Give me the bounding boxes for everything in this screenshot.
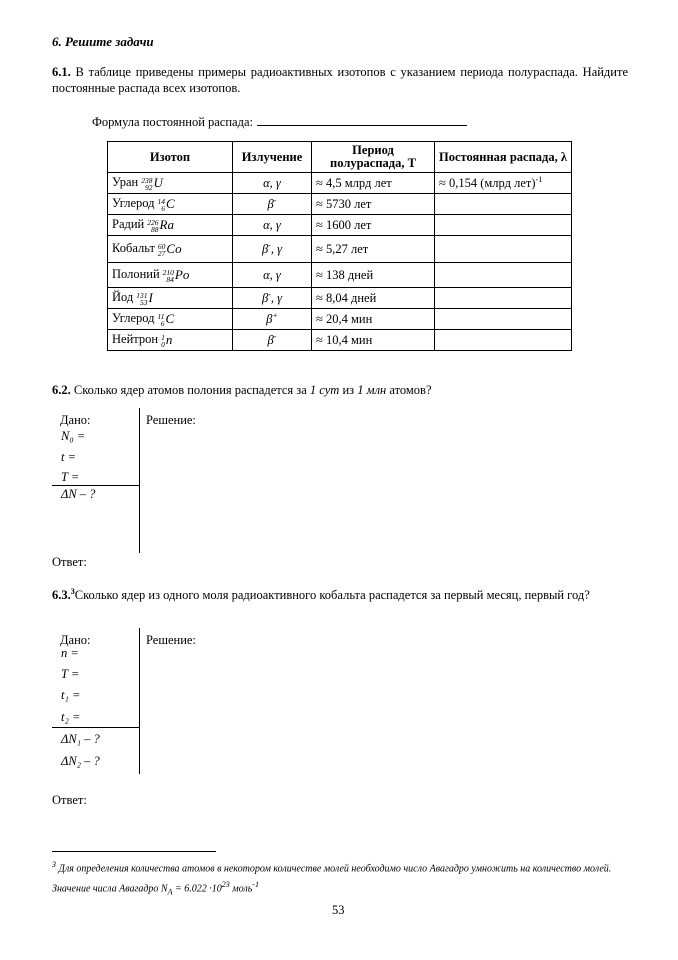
cell-radiation <box>233 309 312 330</box>
footnote-exp: -1 <box>252 880 259 890</box>
task-6-3-text <box>52 584 628 603</box>
given-T[interactable]: T = <box>61 667 80 681</box>
cell-isotope <box>108 288 233 309</box>
footnote <box>52 857 622 901</box>
radiation-text: β <box>261 242 269 257</box>
radiation-sign: - <box>268 240 271 250</box>
footnote-number: 3 <box>52 860 56 869</box>
cell-lambda[interactable] <box>435 173 572 194</box>
nuclide-symbol <box>155 196 175 212</box>
footnote-sub: A <box>167 887 173 897</box>
task-text: из <box>339 383 358 397</box>
cell-period: ≈ 20,4 мин <box>312 309 435 330</box>
cell-lambda[interactable] <box>435 288 572 309</box>
element-symbol: Co <box>166 240 182 256</box>
section-title: 6. Решите задачи <box>52 34 154 49</box>
radiation-text: α, γ <box>263 175 281 190</box>
atomic-number: 6 <box>161 204 166 214</box>
cell-radiation <box>233 194 312 215</box>
cell-period: ≈ 5730 лет <box>312 194 435 215</box>
element-symbol: C <box>166 195 175 211</box>
radiation-sign: - <box>268 289 271 299</box>
footnote-exp: 23 <box>221 880 230 890</box>
footnote-rule <box>52 851 216 852</box>
cell-lambda[interactable] <box>435 330 572 351</box>
given-divider <box>52 727 139 728</box>
radiation-tail: , γ <box>270 242 283 257</box>
table-row <box>108 309 572 330</box>
header-isotope: Изотоп <box>108 142 233 173</box>
given-solution-divider <box>139 408 140 553</box>
nuclide-symbol <box>158 332 172 348</box>
mass-number: 60 <box>157 242 166 252</box>
given-divider <box>52 485 139 486</box>
footnote-text: = 6.022 ·10 <box>172 883 222 895</box>
page-number: 53 <box>332 903 345 917</box>
table-row <box>108 194 572 215</box>
isotope-name: Йод <box>112 289 134 304</box>
cell-isotope <box>108 215 233 236</box>
radiation-text: α, γ <box>263 217 281 232</box>
isotope-name: Нейтрон <box>112 331 159 346</box>
task-text-italic: 1 млн <box>357 383 387 397</box>
atomic-number: 0 <box>161 340 165 350</box>
formula-blank[interactable] <box>257 113 467 126</box>
cell-isotope <box>108 194 233 215</box>
mass-number: 238 <box>141 176 153 186</box>
atomic-number: 84 <box>166 275 174 285</box>
cell-isotope <box>108 236 233 263</box>
solution-label: Решение: <box>146 633 196 647</box>
radiation-sign: - <box>273 195 277 205</box>
mass-number: 11 <box>157 312 165 322</box>
isotope-name: Углерод <box>112 310 155 325</box>
footnote-text: Для определения количества атомов в некотором количестве молей необходимо число Авагадро умножить на количество молей. Значение числа Авагадро N <box>52 863 612 895</box>
cell-isotope <box>108 263 233 288</box>
isotope-name: Полоний <box>112 266 160 281</box>
table-row <box>108 263 572 288</box>
task-number: 6.1. <box>52 65 71 79</box>
isotope-name: Уран <box>112 174 139 189</box>
find-deltaN1: ΔN₁ – ? <box>61 732 100 746</box>
cell-lambda[interactable] <box>435 194 572 215</box>
cell-radiation <box>233 263 312 288</box>
element-symbol: Ra <box>159 216 174 232</box>
nuclide-symbol <box>133 290 153 306</box>
solution-label: Решение: <box>146 413 196 427</box>
cell-period: ≈ 1600 лет <box>312 215 435 236</box>
table-header-row <box>108 142 572 173</box>
cell-radiation <box>233 330 312 351</box>
cell-radiation <box>233 236 312 263</box>
answer-label[interactable]: Ответ: <box>52 555 87 569</box>
cell-period: ≈ 8,04 дней <box>312 288 435 309</box>
element-symbol: I <box>148 289 153 305</box>
element-symbol: C <box>165 310 175 326</box>
radiation-text: β <box>266 312 273 327</box>
table-row <box>108 288 572 309</box>
given-solution-divider <box>139 628 140 774</box>
table-body <box>108 173 572 351</box>
cell-period: ≈ 4,5 млрд лет <box>312 173 435 194</box>
mass-number: 14 <box>157 197 166 207</box>
answer-label[interactable]: Ответ: <box>52 793 87 807</box>
cell-isotope <box>108 330 233 351</box>
atomic-number: 6 <box>160 319 165 329</box>
given-t2[interactable]: t₂ = <box>61 710 81 724</box>
task-number: 6.2. <box>52 383 71 397</box>
table-row <box>108 330 572 351</box>
radiation-text: β <box>261 291 269 306</box>
formula-label: Формула постоянной распада: <box>92 115 253 129</box>
mass-number: 131 <box>136 291 148 301</box>
cell-lambda[interactable] <box>435 309 572 330</box>
atomic-number: 88 <box>151 225 159 235</box>
task-text: атомов? <box>386 383 432 397</box>
cell-lambda[interactable] <box>435 215 572 236</box>
radiation-text: β <box>267 333 274 348</box>
task-number: 6.3. <box>52 588 71 603</box>
isotope-name: Радий <box>112 216 145 231</box>
cell-radiation <box>233 173 312 194</box>
cell-isotope <box>108 309 233 330</box>
given-n[interactable]: n = <box>61 646 79 660</box>
given-n0[interactable]: N₀ = <box>61 429 86 443</box>
header-radiation: Излучение <box>233 142 312 173</box>
atomic-number: 92 <box>145 183 153 193</box>
formula-line <box>92 113 467 130</box>
mass-number: 226 <box>147 218 159 228</box>
table-row <box>108 173 572 194</box>
isotope-table <box>107 141 572 351</box>
lambda-value: ≈ 0,154 (млрд лет) <box>439 176 536 191</box>
lambda-exponent: -1 <box>535 174 543 184</box>
element-symbol: U <box>153 174 163 190</box>
find-deltaN: ΔN – ? <box>61 487 96 501</box>
nuclide-symbol <box>138 175 163 191</box>
cell-period: ≈ 5,27 лет <box>312 236 435 263</box>
cell-radiation <box>233 215 312 236</box>
radiation-text: β <box>267 197 274 212</box>
atomic-number: 53 <box>140 298 148 308</box>
nuclide-symbol <box>160 267 190 283</box>
cell-period: ≈ 10,4 мин <box>312 330 435 351</box>
footnote-ref[interactable]: 3 <box>70 587 75 596</box>
task-6-2-text <box>52 382 628 398</box>
task-6-1-text <box>52 64 628 96</box>
mass-number: 1 <box>161 333 165 343</box>
cell-radiation <box>233 288 312 309</box>
radiation-sign: - <box>273 331 277 341</box>
given-label: Дано: <box>60 413 91 427</box>
element-symbol: n <box>165 331 173 347</box>
nuclide-symbol <box>155 311 175 327</box>
header-lambda: Постоянная распада, λ <box>435 142 572 173</box>
table-row <box>108 215 572 236</box>
header-period: Период полураспада, T <box>312 142 435 173</box>
nuclide-symbol <box>144 217 174 233</box>
isotope-name: Кобальт <box>112 240 155 255</box>
footnote-text: моль <box>229 883 253 895</box>
cell-isotope <box>108 173 233 194</box>
given-label: Дано: <box>60 633 91 647</box>
radiation-sign: + <box>272 310 278 320</box>
find-deltaN2: ΔN₂ – ? <box>61 754 100 768</box>
task-text-italic: 1 сут <box>309 383 340 397</box>
task-text: Сколько ядер из одного моля радиоактивного кобальта распадется за первый месяц, первый год? <box>74 588 590 603</box>
given-T[interactable]: T = <box>61 470 80 484</box>
task-text: Сколько ядер атомов полония распадется за <box>70 383 310 397</box>
cell-lambda[interactable] <box>435 263 572 288</box>
radiation-text: α, γ <box>263 267 281 282</box>
given-t[interactable]: t = <box>61 450 77 464</box>
element-symbol: Po <box>174 266 190 282</box>
nuclide-symbol <box>155 241 182 257</box>
given-t1[interactable]: t₁ = <box>61 688 81 702</box>
cell-period: ≈ 138 дней <box>312 263 435 288</box>
atomic-number: 27 <box>157 249 166 259</box>
table-row <box>108 236 572 263</box>
cell-lambda[interactable] <box>435 236 572 263</box>
radiation-tail: , γ <box>270 291 283 306</box>
task-text: В таблице приведены примеры радиоактивных изотопов с указанием периода полураспада. Найдите постоянные распада всех изотопов. <box>52 65 628 95</box>
isotope-name: Углерод <box>112 195 155 210</box>
mass-number: 210 <box>162 268 174 278</box>
